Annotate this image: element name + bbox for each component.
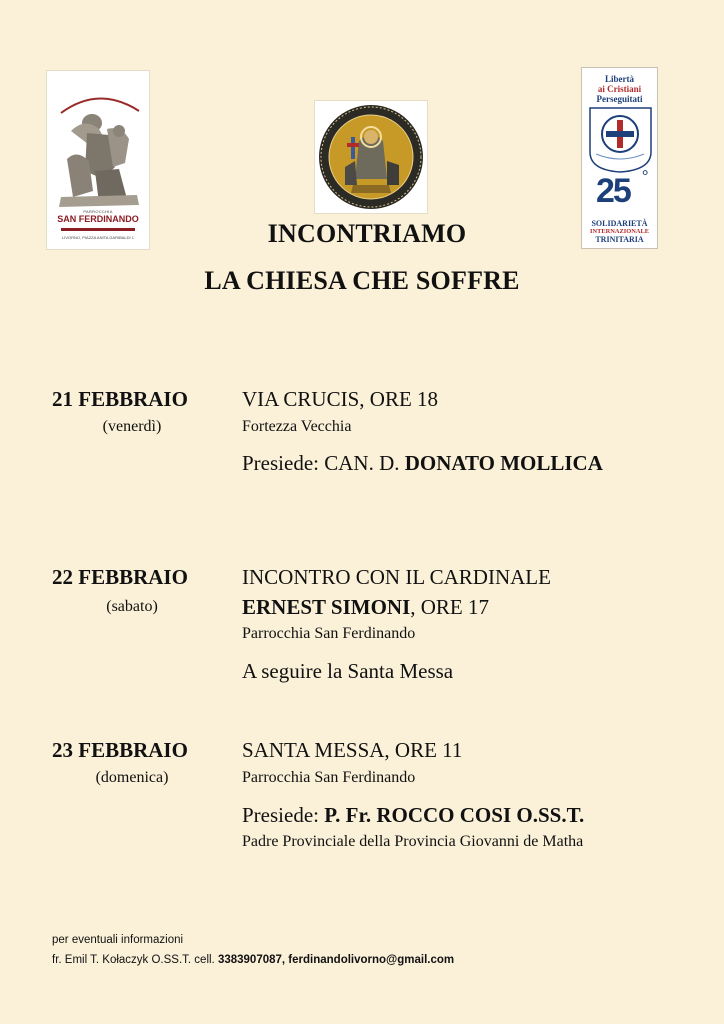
event-date: 22 FEBBRAIO bbox=[52, 565, 188, 589]
event-day: (domenica) bbox=[95, 769, 169, 786]
parish-name: SAN FERDINANDO bbox=[57, 214, 139, 224]
contact-prefix: fr. Emil T. Kołaczyk O.SS.T. cell. bbox=[52, 954, 218, 966]
event-heading: VIA CRUCIS, ORE 18 bbox=[242, 387, 439, 411]
preside-role: Padre Provinciale della Provincia Giovanni de Matha bbox=[242, 833, 584, 850]
event-place: Parrocchia San Ferdinando bbox=[242, 625, 416, 642]
trinitarian-seal bbox=[314, 100, 428, 214]
footer-info: per eventuali informazioni bbox=[52, 934, 184, 946]
title-line-1: INCONTRIAMO bbox=[267, 219, 467, 248]
parish-label: PARROCCHIA bbox=[83, 209, 113, 214]
event-place: Fortezza Vecchia bbox=[242, 418, 352, 435]
parish-address: LIVORNO, PIAZZA ANITA GARIBALDI 1 bbox=[62, 235, 134, 240]
footer-contact bbox=[52, 954, 454, 966]
preside-name: DONATO MOLLICA bbox=[404, 451, 603, 475]
preside-name: P. Fr. ROCCO COSI O.SS.T. bbox=[324, 803, 585, 827]
org-line: SOLIDARIETÀ bbox=[591, 219, 648, 228]
event-note: A seguire la Santa Messa bbox=[242, 659, 454, 683]
seal-image bbox=[315, 101, 427, 213]
event-heading: SANTA MESSA, ORE 11 bbox=[242, 738, 463, 762]
motto-line: Libertà bbox=[605, 74, 634, 84]
event-preside bbox=[242, 803, 584, 828]
contact-details: 3383907087, ferdinandolivorno@gmail.com bbox=[217, 954, 455, 966]
guest-name: ERNEST SIMONI bbox=[242, 595, 411, 619]
event-guest bbox=[242, 595, 489, 620]
event-day: (venerdì) bbox=[102, 418, 162, 435]
title-line-2: LA CHIESA CHE SOFFRE bbox=[204, 266, 520, 295]
org-line: INTERNAZIONALE bbox=[590, 228, 649, 235]
event-date: 21 FEBBRAIO bbox=[52, 387, 188, 411]
org-line: TRINITARIA bbox=[595, 235, 644, 244]
preside-prefix: Presiede: bbox=[242, 803, 325, 827]
event-heading: INCONTRO CON IL CARDINALE bbox=[242, 565, 551, 589]
guest-suffix: , ORE 17 bbox=[410, 595, 489, 619]
motto-line: ai Cristiani bbox=[597, 84, 642, 94]
event-date: 23 FEBBRAIO bbox=[52, 738, 188, 762]
event-place: Parrocchia San Ferdinando bbox=[242, 769, 416, 786]
event-day: (sabato) bbox=[106, 598, 158, 615]
motto-line: Perseguitati bbox=[596, 94, 643, 104]
preside-prefix: Presiede: CAN. D. bbox=[242, 451, 405, 475]
anniversary-number: 25 bbox=[596, 172, 630, 210]
degree-symbol: ° bbox=[642, 168, 649, 185]
event-preside bbox=[242, 451, 603, 476]
